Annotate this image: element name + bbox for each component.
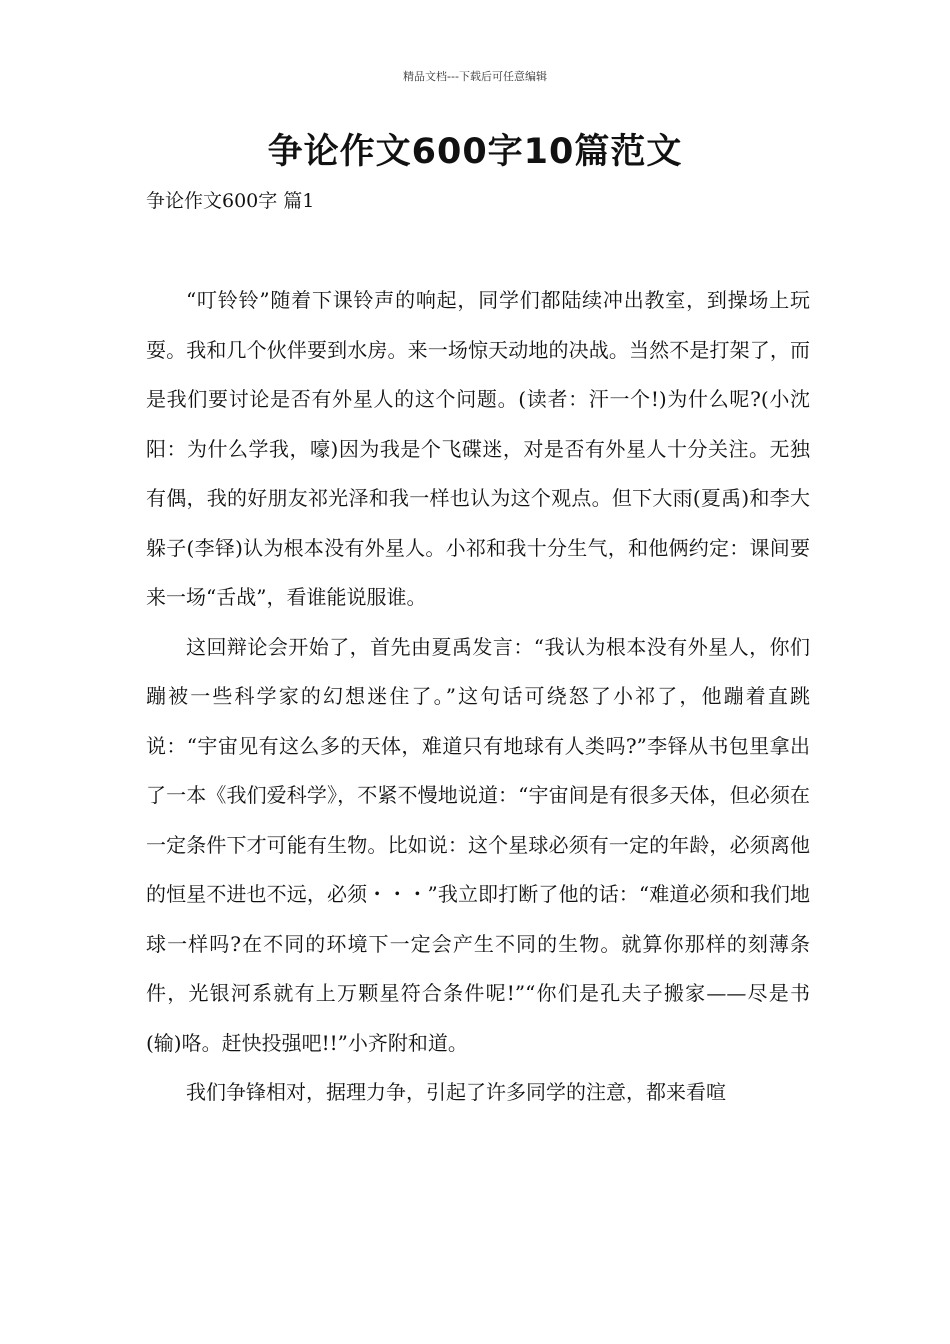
document-subtitle: 争论作文600字 篇1: [146, 190, 315, 212]
paragraph-2: 这回辩论会开始了，首先由夏禹发言：“我认为根本没有外星人，你们蹦被一些科学家的幻想迷住了。”这句话可绕怒了小祁了，他蹦着直跳说：“宇宙见有这么多的天体，难道只有地球有人类吗?”李铎从书包里拿出了一本《我们爱科学》，不紧不慢地说道：“宇宙间是有很多天体，但必须在一定条件下才可能有生物。比如说：这个星球必须有一定的年龄，必须离他的恒星不进也不远，必须・・・”我立即打断了他的话：“难道必须和我们地球一样吗?在不同的环境下一定会产生不同的生物。就算你那样的刻薄条件，光银河系就有上万颗星符合条件呢!”“你们是孔夫子搬家——尽是书(输)咯。赶快投强吧!!”小齐附和道。: [146, 634, 810, 1055]
paragraph-3: 我们争锋相对，据理力争，引起了许多同学的注意，都来看喧: [186, 1080, 726, 1104]
header-note: 精品文档---下载后可任意编辑: [403, 70, 547, 83]
document-body: [146, 276, 810, 1118]
document-title: 争论作文600字10篇范文: [267, 132, 683, 172]
paragraph-1: “叮铃铃”随着下课铃声的响起，同学们都陆续冲出教室，到操场上玩耍。我和几个伙伴要到水房。来一场惊天动地的决战。当然不是打架了，而是我们要讨论是否有外星人的这个问题。(读者：汗一个!)为什么呢?(小沈阳：为什么学我，嚎)因为我是个飞碟迷，对是否有外星人十分关注。无独有偶，我的好朋友祁光泽和我一样也认为这个观点。但下大雨(夏禹)和李大躲子(李铎)认为根本没有外星人。小祁和我十分生气，和他俩约定：课间要来一场“舌战”，看谁能说服谁。: [146, 288, 810, 609]
